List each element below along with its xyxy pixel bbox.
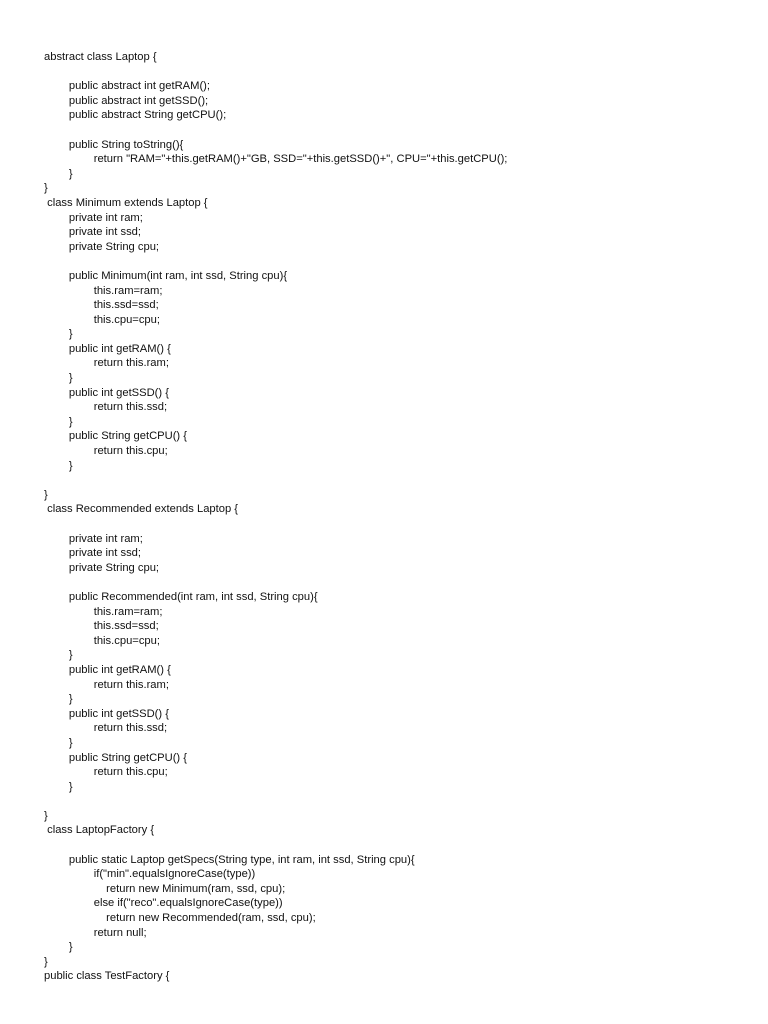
code-line: private String cpu; (44, 561, 160, 574)
code-line: private int ssd; (44, 226, 141, 239)
code-line: } (44, 182, 48, 195)
code-line (44, 517, 754, 532)
code-line: else if("reco".equalsIgnoreCase(type)) (44, 897, 283, 910)
code-line: return this.ssd; (44, 722, 168, 735)
code-line: private int ssd; (44, 547, 141, 560)
code-line: private int ram; (44, 211, 143, 224)
code-line: abstract class Laptop { (44, 51, 157, 63)
code-line: return this.ram; (44, 678, 169, 691)
code-line: } (44, 736, 73, 749)
code-line (44, 838, 754, 853)
code-line (44, 575, 754, 590)
code-line: public abstract int getRAM(); (44, 80, 211, 93)
code-line: class LaptopFactory { (44, 824, 155, 837)
code-line: } (44, 459, 73, 472)
code-line: public int getRAM() { (44, 663, 171, 676)
code-line: this.ram=ram; (44, 605, 163, 618)
code-line: } (44, 955, 48, 968)
code-line: return null; (44, 926, 147, 939)
code-line (44, 123, 754, 138)
code-line: } (44, 780, 73, 793)
code-line: private int ram; (44, 532, 143, 545)
code-line: public String getCPU() { (44, 751, 188, 764)
code-line: return new Minimum(ram, ssd, cpu); (44, 882, 286, 895)
code-line (44, 65, 754, 80)
code-line: this.ram=ram; (44, 284, 163, 297)
code-line: public String getCPU() { (44, 430, 188, 443)
code-line (44, 254, 754, 269)
code-line: if("min".equalsIgnoreCase(type)) (44, 868, 256, 881)
code-line: return new Recommended(ram, ssd, cpu); (44, 912, 316, 925)
code-line: public String toString(){ (44, 138, 184, 151)
code-listing (44, 50, 754, 984)
code-line: } (44, 693, 73, 706)
code-line: return "RAM="+this.getRAM()+"GB, SSD="+this.getSSD()+", CPU="+this.getCPU(); (44, 153, 508, 166)
code-line: public Minimum(int ram, int ssd, String cpu){ (44, 269, 288, 282)
code-line: } (44, 649, 73, 662)
code-line (44, 473, 754, 488)
code-line: this.cpu=cpu; (44, 634, 160, 647)
code-line: } (44, 415, 73, 428)
code-line: public int getSSD() { (44, 386, 169, 399)
code-line: return this.ssd; (44, 401, 168, 414)
code-line: return this.cpu; (44, 766, 168, 779)
code-line: } (44, 488, 48, 501)
code-line: public abstract int getSSD(); (44, 94, 209, 107)
code-line: public abstract String getCPU(); (44, 109, 227, 122)
code-line: return this.ram; (44, 357, 169, 370)
code-line: public int getSSD() { (44, 707, 169, 720)
code-line: } (44, 809, 48, 822)
code-line: return this.cpu; (44, 445, 168, 458)
code-line: } (44, 941, 73, 954)
code-line: this.cpu=cpu; (44, 313, 160, 326)
code-line: public int getRAM() { (44, 342, 171, 355)
code-line: public class TestFactory { (44, 970, 170, 983)
code-line: this.ssd=ssd; (44, 299, 159, 312)
code-line: } (44, 328, 73, 341)
code-line (44, 794, 754, 809)
code-line: private String cpu; (44, 240, 160, 253)
code-line: public Recommended(int ram, int ssd, String cpu){ (44, 590, 318, 603)
code-line: } (44, 372, 73, 385)
code-line: class Recommended extends Laptop { (44, 503, 239, 516)
code-line: public static Laptop getSpecs(String type, int ram, int ssd, String cpu){ (44, 853, 415, 866)
code-line: this.ssd=ssd; (44, 620, 159, 633)
code-line: class Minimum extends Laptop { (44, 196, 208, 209)
code-line: } (44, 167, 73, 180)
